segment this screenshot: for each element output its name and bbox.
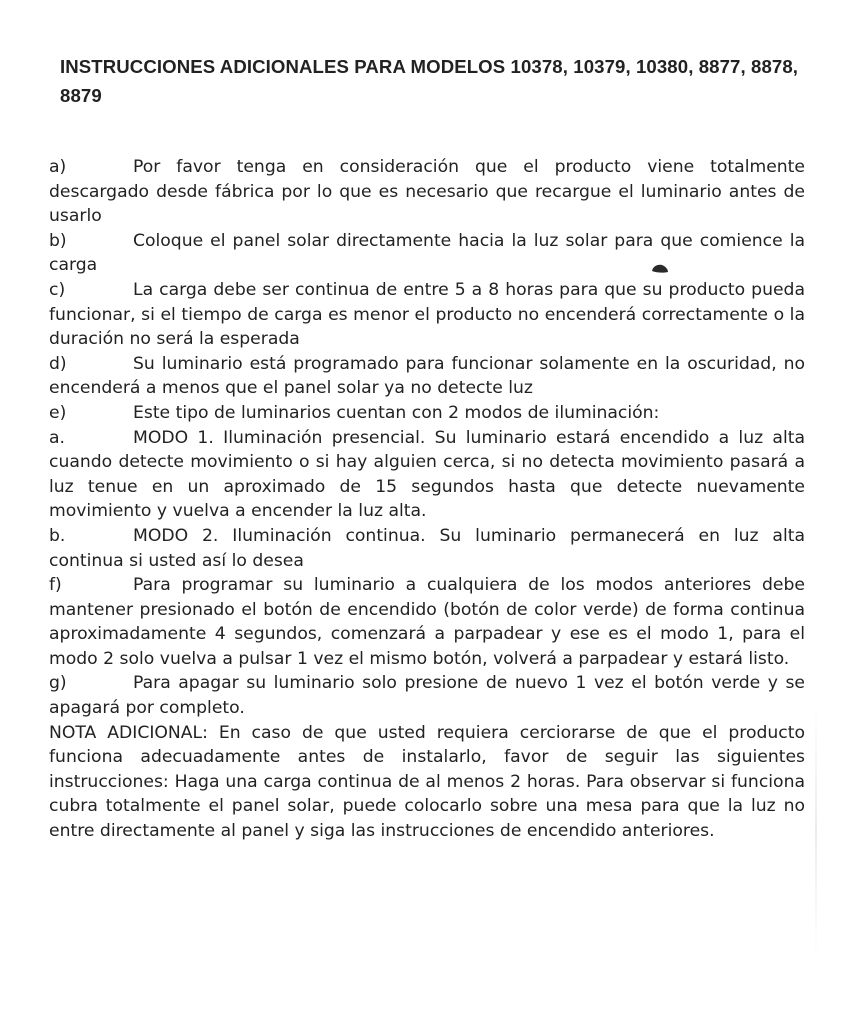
instruction-b <box>49 229 805 278</box>
mode-2 <box>49 524 805 573</box>
instruction-text: MODO 2. Iluminación continua. Su luminario permanecerá en luz alta continua si usted así lo desea <box>49 525 805 571</box>
instruction-text: Este tipo de luminarios cuentan con 2 modos de iluminación: <box>133 402 660 423</box>
instruction-tag: d) <box>49 353 67 374</box>
instruction-tag: f) <box>49 575 62 596</box>
instruction-g <box>49 671 805 720</box>
instruction-text: MODO 1. Iluminación presencial. Su luminario estará encendido a luz alta cuando detecte movimiento o si hay alguien cerca, si no detecta movimiento pasará a luz tenue en un aproximado de 15 segundos hasta que detecte nuevamente movimiento y vuelva a encender la luz alta. <box>49 427 805 522</box>
instruction-c <box>49 278 805 352</box>
instruction-text: Su luminario está programado para funcionar solamente en la oscuridad, no encenderá a menos que el panel solar ya no detecte luz <box>49 353 805 399</box>
additional-note: NOTA ADICIONAL: En caso de que usted requiera cerciorarse de que el producto funciona adecuadamente antes de instalarlo, favor de seguir las siguientes instrucciones: Haga una carga continua de al menos 2 horas. Para observar si funciona cubra totalmente el panel solar, puede colocarlo sobre una mesa para que la luz no entre directamente al panel y siga las instrucciones de encendido anteriores. <box>49 722 805 842</box>
instruction-text: Por favor tenga en consideración que el producto viene totalmente descargado desde fábrica por lo que es necesario que recargue el luminario antes de usarlo <box>49 157 805 227</box>
instruction-text: La carga debe ser continua de entre 5 a 8 horas para que su producto pueda funcionar, si el tiempo de carga es menor el producto no encenderá correctamente o la duración no será la esperada <box>49 279 805 350</box>
instruction-tag: a) <box>49 157 67 177</box>
instruction-text: Para programar su luminario a cualquiera de los modos anteriores debe mantener presionado el botón de encendido (botón de color verde) de forma continua aproximadamente 4 segundos, comenzará a parpadear y ese es el modo 1, para el modo 2 solo vuelva a pulsar 1 vez el mismo botón, volverá a parpadear y estará listo. <box>49 575 805 669</box>
instruction-tag: a. <box>49 427 65 448</box>
ink-smudge-icon <box>651 263 669 274</box>
instruction-tag: b) <box>49 230 67 251</box>
instructions-body <box>49 155 805 844</box>
mode-1 <box>49 426 805 524</box>
instruction-tag: c) <box>49 279 66 300</box>
instruction-tag: b. <box>49 525 66 546</box>
instruction-text: Para apagar su luminario solo presione de nuevo 1 vez el botón verde y se apagará por completo. <box>49 673 805 719</box>
scan-edge-mark <box>815 700 817 960</box>
instruction-e <box>49 401 805 426</box>
document-title: INSTRUCCIONES ADICIONALES PARA MODELOS 10378, 10379, 10380, 8877, 8878, 8879 <box>60 56 799 106</box>
instruction-text: Coloque el panel solar directamente hacia la luz solar para que comience la carga <box>49 230 805 276</box>
instruction-tag: e) <box>49 402 67 423</box>
instruction-f <box>49 573 805 671</box>
instruction-a <box>49 155 805 229</box>
instruction-d <box>49 352 805 401</box>
instruction-tag: g) <box>49 673 67 694</box>
